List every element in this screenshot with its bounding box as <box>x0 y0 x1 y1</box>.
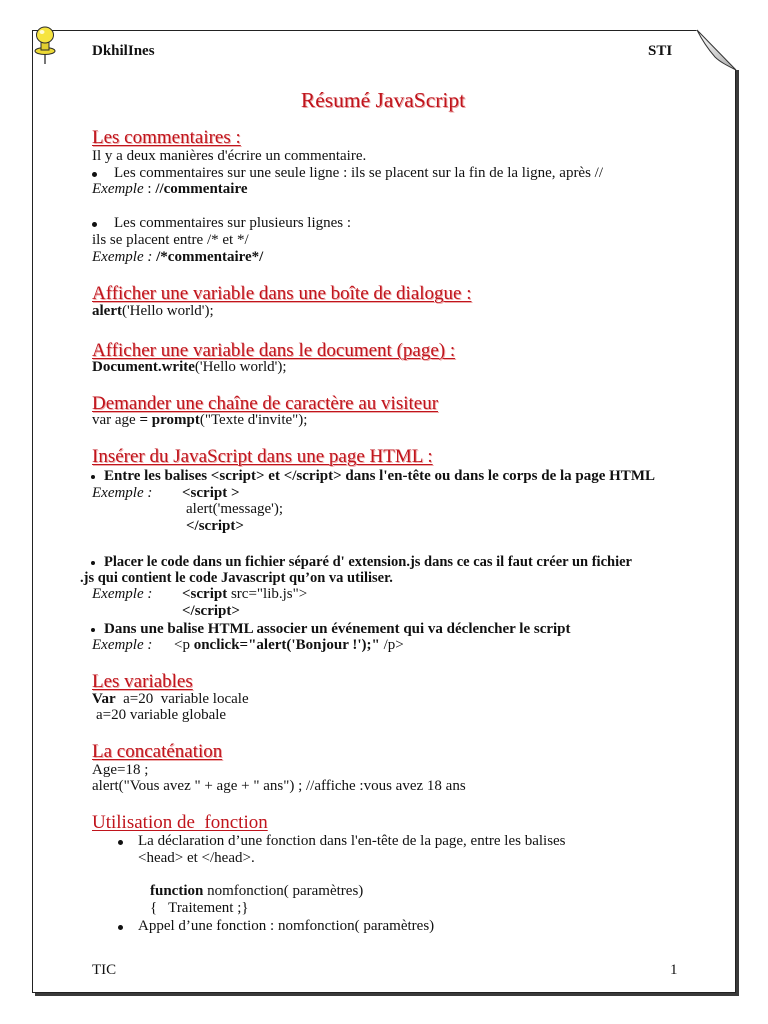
bullet-function-declaration: La déclaration d’une fonction dans l'en-tête de la page, entre les balises <box>114 833 566 850</box>
example-label: Exemple : <box>92 637 153 653</box>
code-attribute: src="lib.js"> <box>227 586 308 602</box>
code-open-tag: <script > <box>182 485 240 501</box>
bullet-function-call: Appel d’une fonction : nomfonction( paramètres) <box>114 918 434 935</box>
insert-example-event <box>92 637 404 654</box>
code-event-attribute: onclick="alert('Bonjour !');" <box>193 637 380 653</box>
page-number: 1 <box>670 962 678 978</box>
page-curl-icon <box>688 24 748 80</box>
function-name-params: nomfonction( paramètres) <box>203 883 364 899</box>
pushpin-icon <box>30 22 60 66</box>
comments-example-single <box>92 181 248 198</box>
concat-line-2: alert("Vous avez " + age + " ans") ; //affiche :vous avez 18 ans <box>92 778 466 794</box>
code-function: alert <box>92 303 122 319</box>
header-author: DkhilInes <box>92 43 155 59</box>
section-heading-concatenation: La concaténation <box>92 741 223 762</box>
function-declaration-continued: <head> et </head>. <box>138 850 255 866</box>
variable-local <box>92 691 249 708</box>
bullet-method-external-file: Placer le code dans un fichier séparé d' extension.js dans ce cas il faut créer un fichier <box>90 554 632 571</box>
section-heading-insert: Insérer du JavaScript dans une page HTML : <box>92 446 433 467</box>
code-close-tag: </script> <box>182 603 240 619</box>
code-close-tag: </script> <box>186 518 244 534</box>
header-class: STI <box>648 43 673 59</box>
section-heading-prompt: Demander une chaîne de caractère au visiteur <box>92 393 439 414</box>
code-prefix: var age <box>92 412 140 428</box>
example-label: Exemple <box>92 181 144 197</box>
code-arguments: ("Texte d'invite"); <box>199 412 308 428</box>
code-tag-open: <p <box>174 637 194 653</box>
footer-subject: TIC <box>92 962 117 978</box>
code-function: Document.write <box>92 359 195 375</box>
section-heading-document-write: Afficher une variable dans le document (page) : <box>92 340 456 361</box>
code-keyword: function <box>150 883 204 899</box>
comments-multi-line-detail: ils se placent entre /* et */ <box>92 232 249 248</box>
example-label: Exemple : <box>92 485 153 501</box>
code-function: = prompt <box>139 412 200 428</box>
section-heading-functions: Utilisation de fonction <box>92 812 268 833</box>
example-label: Exemple : <box>92 586 153 602</box>
bullet-single-line-comments: Les commentaires sur une seule ligne : ils se placent sur la fin de la ligne, après // <box>88 165 603 182</box>
section-heading-variables: Les variables <box>92 671 193 692</box>
code-arguments: ('Hello world'); <box>194 359 287 375</box>
function-signature <box>150 883 363 900</box>
example-code: /*commentaire*/ <box>156 249 264 265</box>
bullet-method-inline: Entre les balises <script> et </script> dans l'en-tête ou dans le corps de la page HTML <box>90 468 655 485</box>
function-body: { Traitement ;} <box>150 900 249 916</box>
code-keyword: Var <box>92 691 116 707</box>
bullet-method-event: Dans une balise HTML associer un événement qui va déclencher le script <box>90 621 571 638</box>
example-code: //commentaire <box>155 181 248 197</box>
comments-example-multi <box>92 249 263 266</box>
comments-intro: Il y a deux manières d'écrire un commentaire. <box>92 148 367 164</box>
bullet-multi-line-comments: Les commentaires sur plusieurs lignes : <box>88 215 351 232</box>
example-label: Exemple : <box>92 249 157 265</box>
insert-example-external <box>92 586 307 603</box>
code-open-tag: <script <box>182 586 228 602</box>
insert-example-inline <box>92 485 240 502</box>
variable-local-text: a=20 variable locale <box>115 691 249 707</box>
example-separator: : <box>143 181 156 197</box>
method-external-file-continued: .js qui contient le code Javascript qu’on va utiliser. <box>80 570 393 586</box>
document-write-code <box>92 359 287 376</box>
section-heading-alert: Afficher une variable dans une boîte de dialogue : <box>92 283 472 304</box>
prompt-code <box>92 412 307 429</box>
concat-line-1: Age=18 ; <box>92 762 149 778</box>
alert-code <box>92 303 214 320</box>
document-title: Résumé JavaScript <box>300 88 466 112</box>
code-arguments: ('Hello world'); <box>121 303 214 319</box>
code-body: alert('message'); <box>186 501 284 517</box>
section-heading-comments: Les commentaires : <box>92 127 241 148</box>
code-tag-close: /p> <box>379 637 404 653</box>
variable-global: a=20 variable globale <box>96 707 227 723</box>
